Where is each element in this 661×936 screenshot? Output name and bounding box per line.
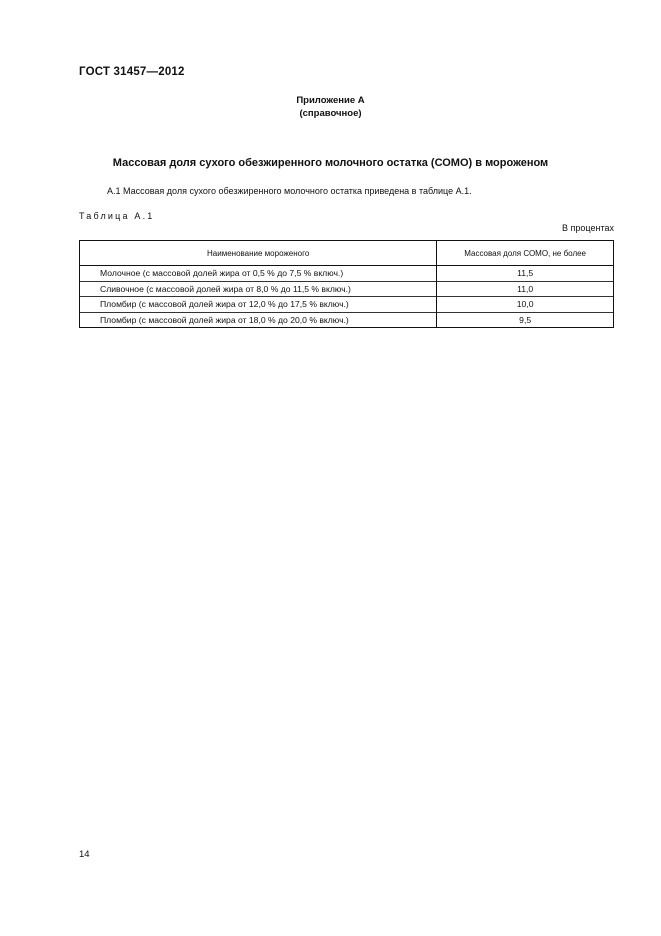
- column-header-name: Наименование мороженого: [80, 241, 437, 266]
- row-name: Пломбир (с массовой долей жира от 12,0 % до 17,5 % включ.): [80, 297, 437, 313]
- table-label: Таблица А.1: [79, 211, 155, 221]
- annex-title: Приложение А: [296, 95, 365, 106]
- section-title: Массовая доля сухого обезжиренного молочного остатка (СОМО) в мороженом: [112, 157, 549, 169]
- row-value: 9,5: [437, 312, 614, 328]
- column-header-value: Массовая доля СОМО, не более: [437, 241, 614, 266]
- table-row: [80, 266, 614, 282]
- row-value: 11,5: [437, 266, 614, 282]
- table-header-row: [80, 241, 614, 266]
- document-code: ГОСТ 31457—2012: [79, 66, 185, 78]
- table-row: [80, 312, 614, 328]
- table-units: В процентах: [562, 223, 614, 233]
- row-name: Сливочное (с массовой долей жира от 8,0 % до 11,5 % включ.): [80, 281, 437, 297]
- row-name: Пломбир (с массовой долей жира от 18,0 % до 20,0 % включ.): [80, 312, 437, 328]
- row-value: 10,0: [437, 297, 614, 313]
- row-value: 11,0: [437, 281, 614, 297]
- page-number: 14: [79, 849, 90, 860]
- annex-type: (справочное): [299, 108, 362, 119]
- row-name: Молочное (с массовой долей жира от 0,5 % до 7,5 % включ.): [80, 266, 437, 282]
- section-paragraph: А.1 Массовая доля сухого обезжиренного молочного остатка приведена в таблице А.1.: [107, 186, 472, 196]
- data-table: [79, 240, 614, 328]
- table-row: [80, 297, 614, 313]
- table-row: [80, 281, 614, 297]
